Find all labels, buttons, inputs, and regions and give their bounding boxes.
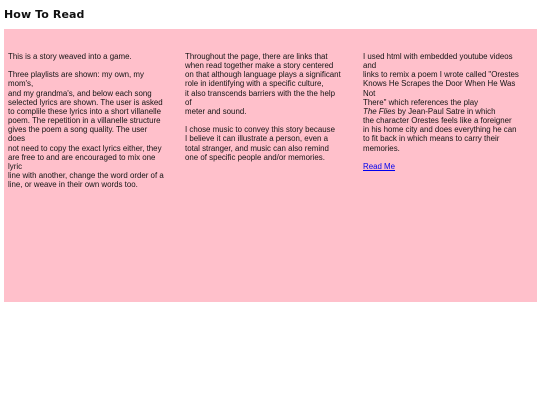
text-line: There" which references the play: [363, 97, 479, 107]
poem-paragraph: [363, 52, 531, 153]
text-line: line, or weave in their own words too.: [8, 180, 138, 190]
content-panel: [4, 29, 537, 302]
text-line: I used html with embedded youtube videos: [363, 52, 513, 61]
text-line: gives the poem a song quality. The user: [8, 125, 148, 135]
text-line: and my grandma's, and below each song: [8, 88, 152, 98]
column-poem-description: [363, 52, 531, 171]
text-line: in his home city and does everything he can: [363, 125, 517, 135]
column-game-description: [8, 52, 176, 189]
text-line: lyric: [8, 161, 23, 171]
text-line: line with another, change the word order of a: [8, 171, 164, 181]
text-line: to fit back in which means to carry their: [363, 134, 500, 144]
text-line: does: [8, 134, 26, 144]
text-line: role in identifying with a specific culture,: [185, 79, 324, 89]
text-line: I believe it can illustrate a person, even a: [185, 134, 328, 144]
music-paragraph: [185, 125, 355, 162]
links-story-paragraph: [185, 52, 355, 116]
text-line: one of specific people and/or memories.: [185, 152, 325, 162]
column-story-description: [185, 52, 355, 162]
text-line: the character Orestes feels like a foreigner: [363, 116, 512, 126]
playlist-description: [8, 70, 176, 189]
text-line: memories.: [363, 143, 400, 153]
play-title: The Flies: [363, 106, 396, 116]
text-line: Throughout the page, there are links that: [185, 52, 328, 61]
read-me-row: [363, 162, 531, 171]
page-title: How To Read: [4, 8, 85, 21]
text-line: and: [363, 61, 377, 71]
text-line: Not: [363, 88, 376, 98]
text-line: not need to copy the exact lyrics either, they: [8, 143, 162, 153]
text-line: by Jean-Paul Satre in which: [395, 106, 496, 116]
text-line: Three playlists are shown: my own, my: [8, 70, 144, 80]
read-me-link[interactable]: Read Me: [363, 161, 396, 171]
text-line: meter and sound.: [185, 106, 247, 116]
text-line: are free to and are encouraged to mix one: [8, 152, 156, 162]
text-line: it also transcends barriers with the the help: [185, 88, 335, 98]
intro-text: This is a story weaved into a game.: [8, 52, 132, 61]
text-line: links to remix a poem I wrote called "Orestes: [363, 70, 519, 80]
text-line: mom's,: [8, 79, 34, 89]
text-line: on that although language plays a significant: [185, 70, 341, 80]
text-line: selected lyrics are shown. The user is asked: [8, 97, 163, 107]
text-line: total stranger, and music can also remind: [185, 143, 329, 153]
text-line: when read together make a story centered: [185, 61, 334, 71]
text-line: poem. The repetition in a villanelle structure: [8, 116, 161, 126]
text-line: I chose music to convey this story because: [185, 125, 335, 135]
text-line: Knows He Scrapes the Door When He Was: [363, 79, 516, 89]
text-line: of: [185, 97, 192, 107]
text-line: to complile these lyrics into a short villanelle: [8, 106, 162, 116]
